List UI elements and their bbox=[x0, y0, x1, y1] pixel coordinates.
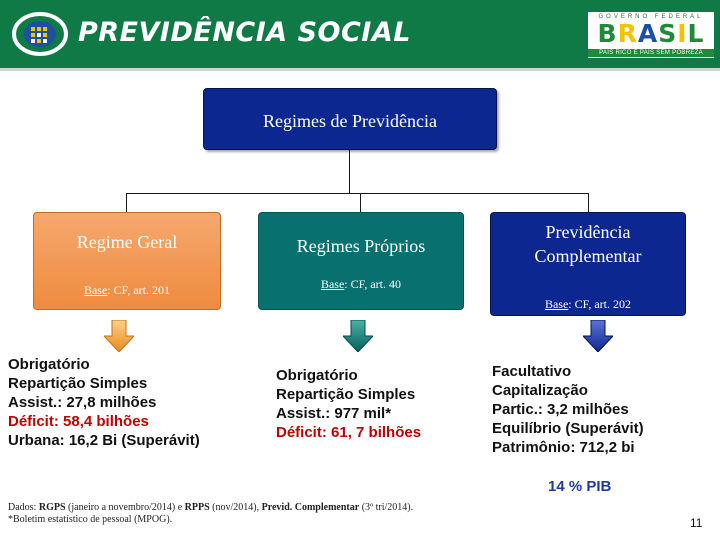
brasil-letter: A bbox=[637, 19, 659, 48]
page-number: 11 bbox=[690, 516, 703, 530]
detail-line: Déficit: 61, 7 bilhões bbox=[276, 424, 422, 441]
regimes-proprios-details bbox=[276, 366, 421, 442]
governo-federal-logo bbox=[588, 12, 714, 58]
arrow-down-geral-icon bbox=[104, 320, 134, 352]
detail-line: Facultativo bbox=[492, 363, 572, 380]
previdencia-complementar-label-line2: Complementar bbox=[534, 246, 642, 266]
arrow-down-complementar-icon bbox=[583, 320, 613, 352]
data-source-footnote bbox=[8, 502, 413, 526]
previdencia-complementar-details bbox=[492, 362, 644, 457]
detail-line: Repartição Simples bbox=[8, 375, 148, 392]
root-regimes-label: Regimes de Previdência bbox=[263, 111, 437, 131]
pib-percentage: 14 % PIB bbox=[548, 478, 612, 495]
detail-line: Assist.: 977 mil* bbox=[276, 405, 392, 422]
brasil-letter: R bbox=[617, 19, 638, 48]
footnote-line-2: *Boletim estatístico de pessoal (MPOG). bbox=[8, 514, 173, 525]
regime-geral-box bbox=[33, 212, 221, 310]
regime-geral-base: Base: CF, art. 201 bbox=[83, 283, 171, 297]
connector-proprios bbox=[360, 193, 361, 212]
detail-line: Urbana: 16,2 Bi (Superávit) bbox=[8, 432, 200, 449]
detail-line: Equilíbrio (Superávit) bbox=[492, 420, 644, 437]
regimes-proprios-base: Base: CF, art. 40 bbox=[320, 277, 402, 291]
detail-line: Obrigatório bbox=[276, 367, 358, 384]
previdencia-complementar-base: Base: CF, art. 202 bbox=[544, 297, 632, 311]
header-title: PREVIDÊNCIA SOCIAL bbox=[78, 17, 411, 48]
brasil-logo-word bbox=[591, 20, 711, 48]
brasil-logo-top-text: GOVERNO FEDERAL bbox=[598, 14, 704, 20]
detail-line: Capitalização bbox=[492, 382, 588, 399]
footnote-line-1: Dados: RGPS (janeiro a novembro/2014) e RPPS (nov/2014), Previd. Complementar (3º tri/2014). bbox=[8, 502, 414, 513]
brasil-logo-slogan: PAÍS RICO É PAÍS SEM POBREZA bbox=[588, 49, 714, 57]
arrow-down-proprios-icon bbox=[343, 320, 373, 352]
regime-geral-label: Regime Geral bbox=[76, 232, 178, 252]
regimes-proprios-box bbox=[258, 212, 464, 310]
brasil-letter: L bbox=[687, 19, 705, 48]
previdencia-complementar-box bbox=[490, 212, 686, 316]
regime-geral-details bbox=[8, 355, 200, 450]
detail-line: Repartição Simples bbox=[276, 386, 416, 403]
connector-complementar bbox=[588, 193, 589, 212]
connector-geral bbox=[126, 193, 127, 212]
detail-line: Patrimônio: 712,2 bi bbox=[492, 439, 635, 456]
regimes-proprios-label: Regimes Próprios bbox=[296, 236, 426, 256]
root-regimes-box bbox=[203, 88, 497, 150]
detail-line: Partic.: 3,2 milhões bbox=[492, 401, 629, 418]
connector-horizontal bbox=[126, 193, 588, 194]
brasil-letter: S bbox=[658, 19, 678, 48]
brasil-letter: I bbox=[677, 19, 688, 48]
previdencia-complementar-label-line1: Previdência bbox=[545, 222, 631, 242]
connector-root-down bbox=[349, 150, 350, 194]
detail-line: Assist.: 27,8 milhões bbox=[8, 394, 157, 411]
previdencia-logo-icon bbox=[12, 12, 68, 56]
detail-line: Déficit: 58,4 bilhões bbox=[8, 413, 149, 430]
detail-line: Obrigatório bbox=[8, 356, 90, 373]
header-divider bbox=[0, 68, 720, 71]
brasil-letter: B bbox=[597, 19, 618, 48]
